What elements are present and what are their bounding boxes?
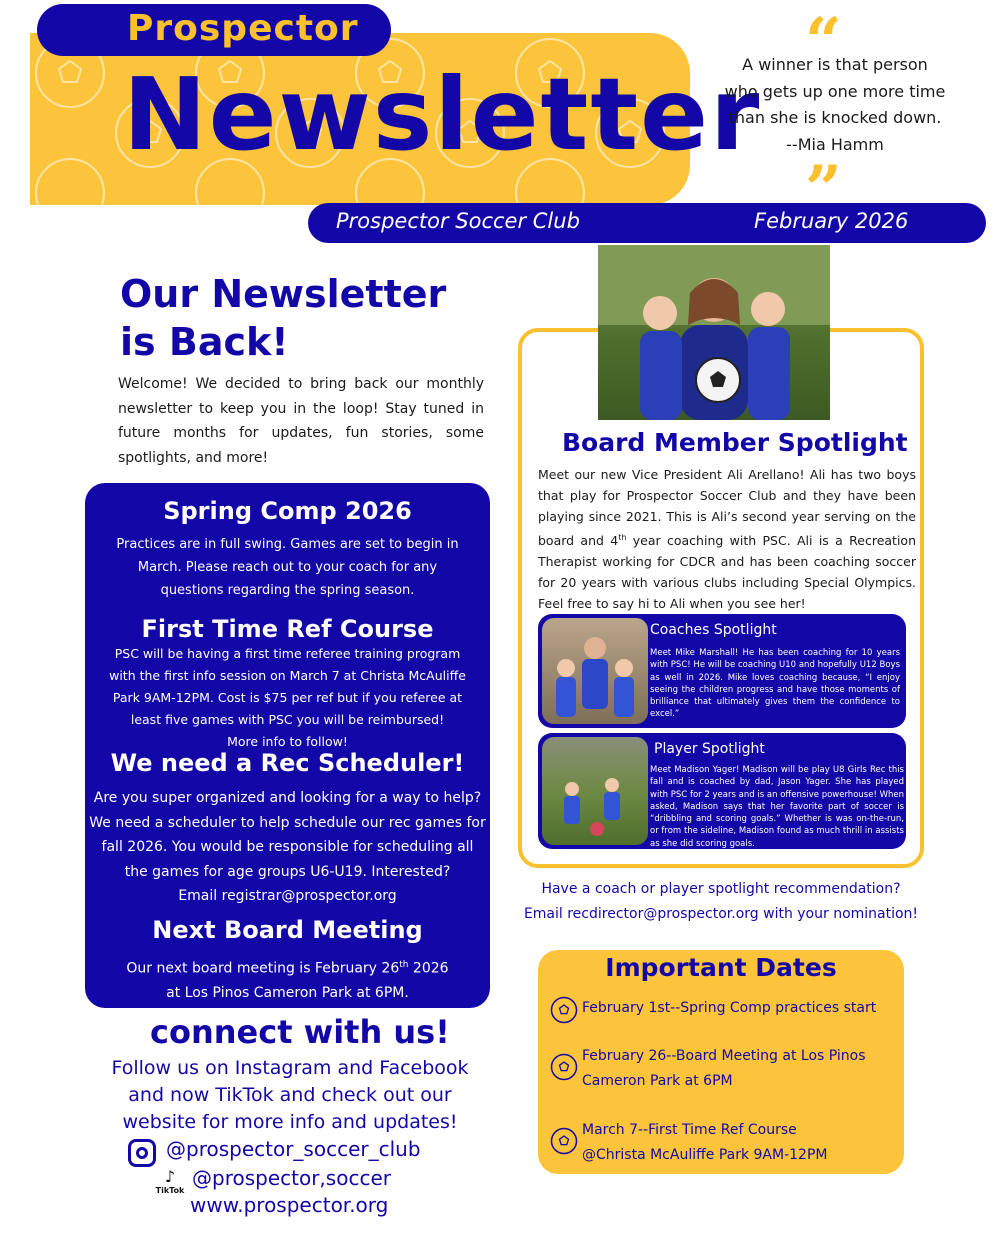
rec-scheduler-title: We need a Rec Scheduler! (110, 749, 465, 777)
board-meeting-text: Our next board meeting is February 26th 2026 at Los Pinos Cameron Park at 6PM. (126, 960, 449, 1002)
rec-scheduler-text: Are you super organized and looking for a way to help? We need a scheduler to help schedule our rec games for fall 2026. You would be responsible for scheduling all the games for age groups U6-U19. Interested? Email registrar@prospector.org (89, 790, 486, 904)
tiktok-handle[interactable]: @prospector,soccer (192, 1166, 391, 1190)
open-quote-icon: “ (805, 4, 842, 79)
soccer-ball-icon (550, 996, 578, 1024)
website-link[interactable]: www.prospector.org (190, 1193, 389, 1217)
player-photo (542, 737, 648, 845)
brand-pill (37, 4, 391, 56)
brand-name: Prospector (127, 8, 359, 49)
club-date-bar (308, 203, 986, 243)
board-spotlight-body: Meet our new Vice President Ali Arellano! Ali has two boys that play for Prospector Soccer Club and they have been playing since 2021. This is Ali’s second year serving on the board and 4th year coaching with PSC. Ali is a Recreation Therapist working for CDCR and has been coaching soccer for 20 years with various clubs including Special Olympics. Feel free to say hi to Ali when you see her! (538, 467, 916, 612)
instagram-icon[interactable] (128, 1139, 156, 1167)
spring-comp-title: Spring Comp 2026 (163, 497, 412, 525)
club-news-box (85, 483, 490, 1008)
quote-line: A winner is that person (742, 55, 928, 74)
important-dates-title: Important Dates (605, 953, 837, 982)
date-item: February 26--Board Meeting at Los Pinos Cameron Park at 6PM (582, 1048, 866, 1089)
club-name: Prospector Soccer Club (336, 209, 580, 233)
tiktok-label: TikTok (155, 1186, 185, 1195)
newsletter-title: Newsletter (123, 56, 762, 173)
player-spotlight-body: Meet Madison Yager! Madison will be play U8 Girls Rec this fall and is coached by dad, Jason Yager. She has played with PSC for 2 years and is an offensive powerhouse! When asked, Madison says that her favorite part of soccer is “dribbling and scoring goals.” Whether is was on-the-run, or from the sideline, Madison found as much thrill in assists as she did scoring goals. (650, 765, 904, 849)
quote-line: who gets up one more time (724, 81, 946, 101)
quote-author: --Mia Hamm (786, 134, 884, 154)
quote (715, 52, 955, 158)
quote-line: than she is knocked down. (728, 108, 942, 127)
coach-spotlight-card (538, 614, 906, 728)
intro-body: Welcome! We decided to bring back our monthly newsletter to keep you in the loop! Stay tuned in future months for updates, fun stories, some spotlights, and more! (118, 376, 484, 466)
soccer-ball-icon (550, 1127, 578, 1155)
tiktok-icon[interactable]: ♪ TikTok (152, 1168, 188, 1195)
coach-spotlight-title: Coaches Spotlight (650, 622, 777, 638)
player-spotlight-title: Player Spotlight (654, 741, 765, 757)
instagram-handle[interactable]: @prospector_soccer_club (166, 1137, 421, 1161)
connect-body: Follow us on Instagram and Facebook and now TikTok and check out our website for more info and updates! (111, 1057, 469, 1133)
spring-comp-text: Practices are in full swing. Games are set to begin in March. Please reach out to your coach for any questions regarding the spring season. (116, 537, 459, 598)
ref-course-title: First Time Ref Course (141, 615, 434, 643)
board-meeting-title: Next Board Meeting (152, 916, 423, 944)
soccer-ball-icon (550, 1053, 578, 1081)
date-item: February 1st--Spring Comp practices start (582, 1000, 877, 1016)
date-item: March 7--First Time Ref Course @Christa McAuliffe Park 9AM-12PM (582, 1122, 828, 1163)
issue-date: February 2026 (754, 209, 909, 233)
intro-title: Our Newsletter is Back! (120, 272, 447, 364)
close-quote-icon: ” (805, 152, 842, 227)
coach-photo (542, 618, 648, 724)
coach-spotlight-body: Meet Mike Marshall! He has been coaching for 10 years with PSC! He will be coaching U10 and hopefully U12 Boys as well in 2026. Mike loves coaching because, “I enjoy seeing the children progress and have those moments of brilliance that ultimately gives them the confidence to excel.” (650, 648, 900, 720)
spotlight-recommendation: Have a coach or player spotlight recommendation? Email recdirector@prospector.org with your nomination! (523, 881, 919, 922)
ref-course-text: PSC will be having a first time referee training program with the first info session on March 7 at Christa McAuliffe Park 9AM-12PM. Cost is $75 per ref but if you referee at least five games with PSC you will be reimbursed! More info to follow! (109, 646, 466, 749)
board-member-photo (598, 245, 830, 420)
connect-title: connect with us! (150, 1013, 450, 1051)
player-spotlight-card (538, 733, 906, 849)
board-spotlight-title: Board Member Spotlight (562, 428, 908, 457)
important-dates-box (538, 950, 904, 1174)
